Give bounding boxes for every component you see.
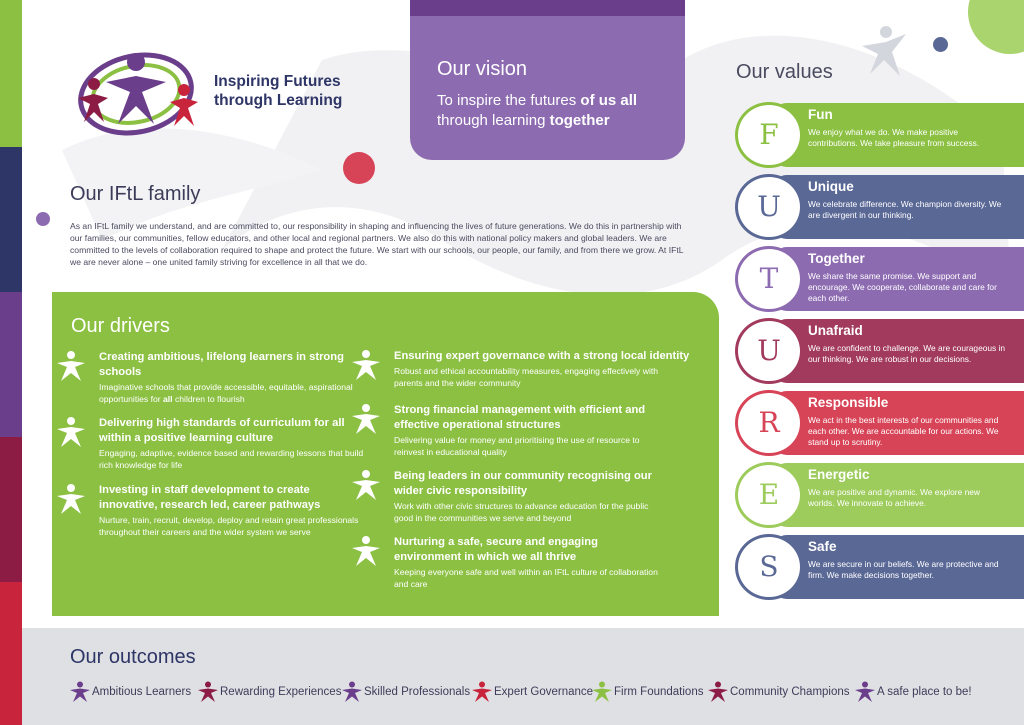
outcomes-panel bbox=[22, 628, 1024, 725]
value-letter-badge: F bbox=[735, 102, 803, 168]
outcome-item bbox=[198, 680, 341, 704]
value-title: Responsible bbox=[808, 395, 889, 410]
outcomes-title: Our outcomes bbox=[70, 646, 196, 668]
driver-description-bold: all bbox=[163, 393, 173, 404]
value-letter-badge: U bbox=[735, 174, 803, 240]
vision-title: Our vision bbox=[437, 58, 528, 80]
left-strip-maroon bbox=[0, 437, 22, 582]
value-title: Together bbox=[808, 251, 865, 266]
decorative-star-figure-icon bbox=[860, 24, 908, 78]
driver-description-text-end: children to flourish bbox=[172, 393, 245, 404]
star-figure-icon bbox=[351, 469, 381, 501]
value-title: Unique bbox=[808, 179, 854, 194]
outcome-label: Skilled Professionals bbox=[364, 686, 471, 698]
value-item bbox=[735, 247, 1024, 311]
value-title: Unafraid bbox=[808, 323, 863, 338]
value-description: We celebrate difference. We champion diversity. We are divergent in our thinking. bbox=[808, 199, 1002, 220]
star-figure-icon bbox=[56, 416, 86, 448]
value-title: Fun bbox=[808, 107, 833, 122]
left-strip-purple bbox=[0, 292, 22, 437]
value-letter-badge: R bbox=[735, 390, 803, 456]
driver-title: Investing in staff development to create innovative, research led, career pathways bbox=[99, 484, 321, 511]
value-title: Safe bbox=[808, 539, 837, 554]
driver-description-text: Imaginative schools that provide accessible, equitable, aspirational opportunities for bbox=[99, 382, 353, 404]
driver-description: Robust and ethical accountability measures, engaging effectively with parents and the wider community bbox=[394, 366, 659, 388]
star-figure-icon bbox=[198, 681, 218, 703]
decorative-dot-red bbox=[343, 152, 375, 184]
value-item bbox=[735, 103, 1024, 167]
value-description: We are secure in our beliefs. We are protective and firm. We make decisions together. bbox=[808, 559, 999, 580]
outcome-item bbox=[592, 680, 703, 704]
value-letter-badge: S bbox=[735, 534, 803, 600]
value-item bbox=[735, 391, 1024, 455]
left-strip-red bbox=[0, 582, 22, 725]
outcome-label: Firm Foundations bbox=[614, 686, 704, 698]
star-figure-icon bbox=[472, 681, 492, 703]
vision-line-2-bold: together bbox=[549, 112, 610, 129]
star-figure-icon bbox=[592, 681, 612, 703]
value-letter-badge: U bbox=[735, 318, 803, 384]
star-figure-icon bbox=[855, 681, 875, 703]
iftl-logo bbox=[66, 42, 206, 138]
star-figure-icon bbox=[56, 483, 86, 515]
outcome-item bbox=[708, 680, 850, 704]
driver-description: Work with other civic structures to advance education for the public good in the communities we serve and beyond bbox=[394, 501, 649, 523]
value-description: We share the same promise. We support and encourage. We cooperate, collaborate and care for each other. bbox=[808, 271, 997, 303]
value-title: Energetic bbox=[808, 467, 870, 482]
outcome-label: Expert Governance bbox=[494, 686, 594, 698]
driver-description: Keeping everyone safe and well within an IFtL culture of collaboration and care bbox=[394, 567, 658, 589]
outcome-label: Ambitious Learners bbox=[92, 686, 192, 698]
outcome-label: Community Champions bbox=[730, 686, 850, 698]
driver-description bbox=[99, 382, 369, 405]
decorative-dot-purple bbox=[36, 212, 50, 226]
driver-title: Ensuring expert governance with a strong local identity bbox=[394, 350, 690, 362]
values-title: Our values bbox=[736, 61, 833, 83]
star-figure-icon bbox=[56, 350, 86, 382]
driver-title: Being leaders in our community recognising our wider civic responsibility bbox=[394, 470, 652, 497]
value-description: We are positive and dynamic. We explore new worlds. We innovate to achieve. bbox=[808, 487, 980, 508]
value-letter-badge: T bbox=[735, 246, 803, 312]
outcome-label: A safe place to be! bbox=[877, 686, 972, 698]
driver-description: Engaging, adaptive, evidence based and rewarding lessons that build rich knowledge for life bbox=[99, 448, 364, 470]
outcome-item bbox=[855, 680, 972, 704]
vision-statement bbox=[437, 91, 659, 131]
value-description: We enjoy what we do. We make positive contributions. We take pleasure from success. bbox=[808, 127, 980, 148]
vision-panel bbox=[410, 16, 685, 160]
vision-line-2-text: through learning bbox=[437, 112, 550, 129]
value-description: We act in the best interests of our communities and each other. We are accountable for our actions. We stand up to scrutiny. bbox=[808, 415, 999, 447]
driver-title: Delivering high standards of curriculum for all within a positive learning culture bbox=[99, 417, 345, 444]
star-figure-icon bbox=[351, 535, 381, 567]
value-description: We are confident to challenge. We are courageous in our thinking. We are robust in our decisions. bbox=[808, 343, 1006, 364]
value-item bbox=[735, 319, 1024, 383]
left-strip-navy bbox=[0, 147, 22, 292]
value-item bbox=[735, 175, 1024, 239]
star-figure-icon bbox=[708, 681, 728, 703]
outcome-item bbox=[70, 680, 191, 704]
outcome-item bbox=[342, 680, 470, 704]
star-figure-icon bbox=[342, 681, 362, 703]
star-figure-icon bbox=[351, 349, 381, 381]
vision-line-1-text: To inspire the futures bbox=[437, 92, 581, 109]
driver-title: Creating ambitious, lifelong learners in strong schools bbox=[99, 351, 344, 378]
value-letter-badge: E bbox=[735, 462, 803, 528]
value-item bbox=[735, 535, 1024, 599]
logo-line-1: Inspiring Futures bbox=[214, 73, 341, 90]
driver-title: Strong financial management with efficient and effective operational structures bbox=[394, 404, 646, 431]
logo-line-2: through Learning bbox=[214, 92, 343, 109]
star-figure-icon bbox=[70, 681, 90, 703]
driver-title: Nurturing a safe, secure and engaging environment in which we all thrive bbox=[394, 536, 598, 563]
drivers-title: Our drivers bbox=[71, 315, 170, 337]
outcome-item bbox=[472, 680, 593, 704]
left-strip-green bbox=[0, 0, 22, 147]
family-text: As an IFtL family we understand, and are committed to, our responsibility in shaping and influencing the lives of future generations. We do this in partnership with our families, our communities, fellow educators, and other local and regional partners. We also do this with national policy makers and global leaders. We are committed to the levels of collaboration required to shape and protect the future. We start with our schools, our people, our family, and from there we grow. At IFtL we are never alone – one united family striving for excellence in all that we do. bbox=[70, 221, 684, 267]
value-item bbox=[735, 463, 1024, 527]
driver-description: Nurture, train, recruit, develop, deploy and retain great professionals throughout their careers and the wider system we serve bbox=[99, 515, 359, 537]
outcome-label: Rewarding Experiences bbox=[220, 686, 342, 698]
decorative-dot-navy bbox=[933, 37, 948, 52]
logo-wordmark bbox=[214, 72, 342, 110]
driver-description: Delivering value for money and prioritising the use of resource to reinvest in educational quality bbox=[394, 435, 640, 457]
star-figure-icon bbox=[351, 403, 381, 435]
vision-line-1-bold: of us all bbox=[580, 92, 638, 109]
family-title: Our IFtL family bbox=[70, 183, 201, 205]
drivers-panel bbox=[52, 292, 719, 616]
vision-top-band bbox=[410, 0, 685, 16]
